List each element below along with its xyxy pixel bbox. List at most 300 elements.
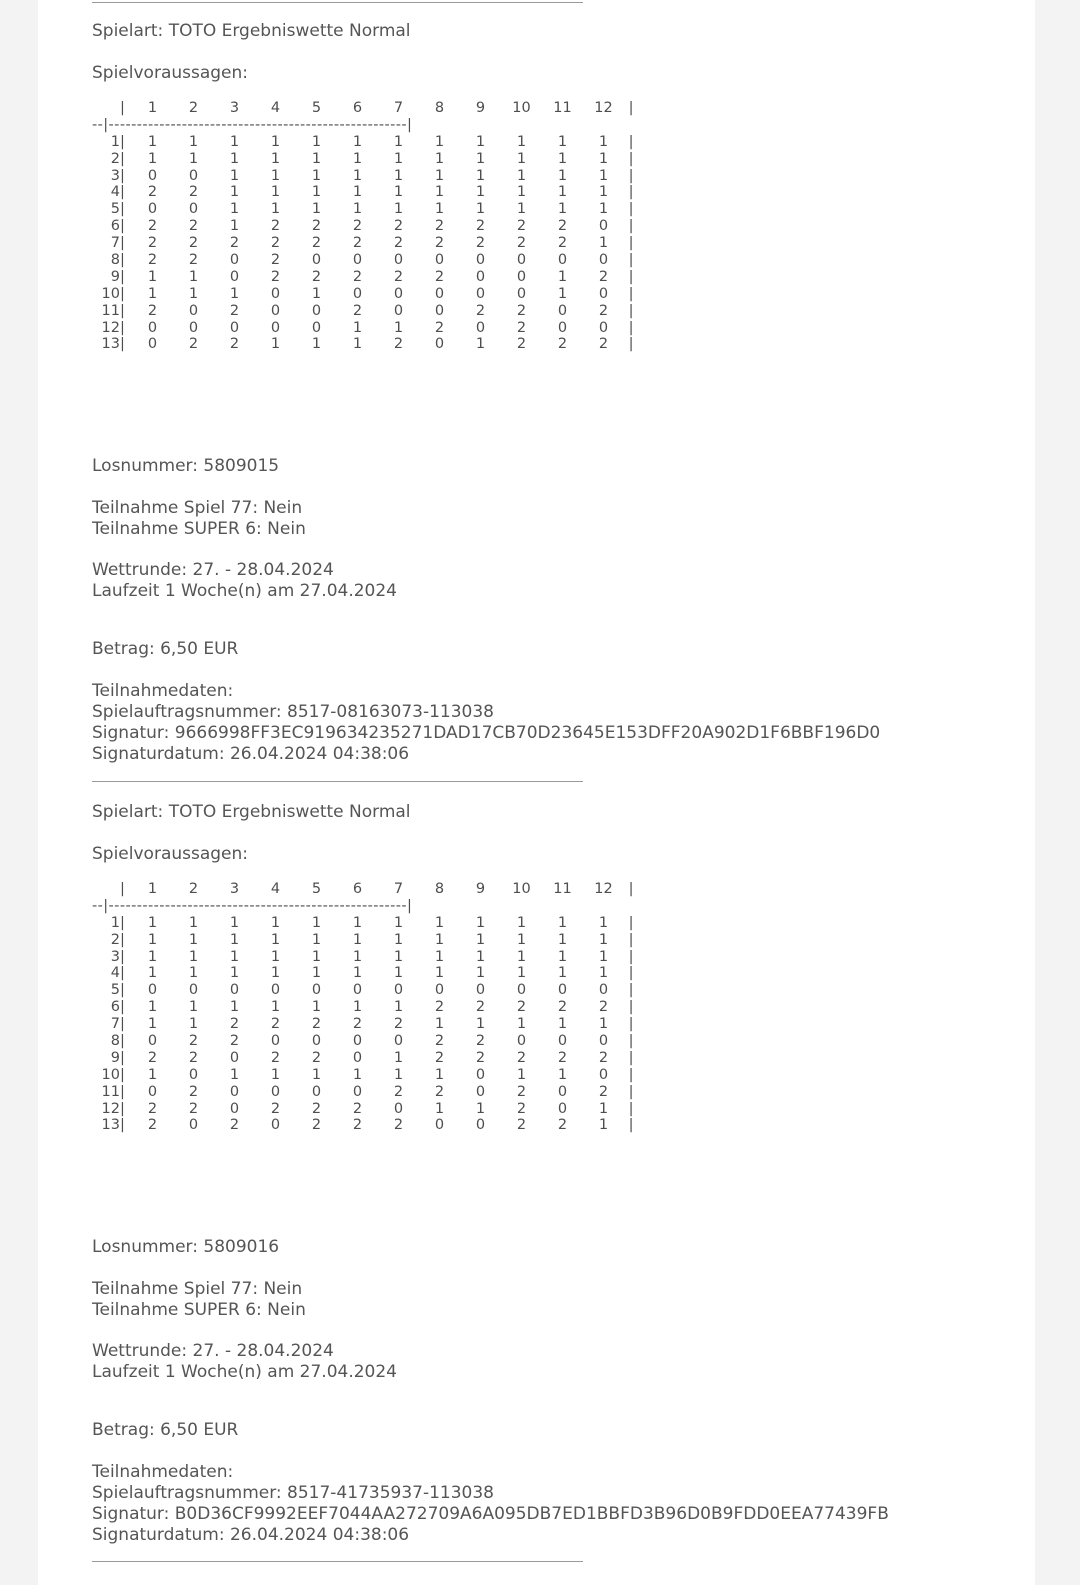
prediction-cell: 0 <box>311 982 322 999</box>
prediction-cell: 0 <box>229 268 240 285</box>
prediction-cell: 0 <box>516 268 527 285</box>
prediction-cell: 1 <box>352 184 363 201</box>
prediction-cell: 1 <box>188 965 199 982</box>
prediction-cell: 0 <box>475 982 486 999</box>
table-row: 11| 0 2 0 0 0 0 2 2 0 2 0 2 | <box>92 1084 636 1101</box>
prediction-cell: 2 <box>516 319 527 336</box>
prediction-cell: 2 <box>557 999 568 1016</box>
betrag-1: Betrag: 6,50 EUR <box>92 639 239 659</box>
prediction-table-2 <box>92 881 636 1134</box>
prediction-cell: 0 <box>598 982 609 999</box>
auftragsnummer-1: Spielauftragsnummer: 8517-08163073-113038 <box>92 702 494 722</box>
prediction-cell: 1 <box>311 150 322 167</box>
spiel77-2: Teilnahme Spiel 77: Nein <box>92 1279 303 1299</box>
row-number: 7 <box>110 235 120 252</box>
prediction-cell: 0 <box>598 1033 609 1050</box>
prediction-cell: 1 <box>229 167 240 184</box>
prediction-cell: 1 <box>188 285 199 302</box>
prediction-cell: 1 <box>598 167 609 184</box>
prediction-cell: 2 <box>393 235 404 252</box>
prediction-cell: 0 <box>352 252 363 269</box>
table-row: 12| 0 0 0 0 0 1 1 2 0 2 0 0 | <box>92 320 636 337</box>
prediction-cell: 1 <box>598 948 609 965</box>
separator <box>92 1561 583 1562</box>
prediction-cell: 0 <box>147 201 158 218</box>
prediction-cell: 0 <box>270 319 281 336</box>
prediction-cell: 2 <box>352 218 363 235</box>
prediction-cell: 2 <box>475 1049 486 1066</box>
prediction-cell: 2 <box>393 336 404 353</box>
prediction-cell: 1 <box>475 133 486 150</box>
prediction-cell: 2 <box>311 1016 322 1033</box>
prediction-cell: 1 <box>270 336 281 353</box>
prediction-cell: 1 <box>188 999 199 1016</box>
prediction-cell: 2 <box>434 999 445 1016</box>
prediction-cell: 1 <box>352 965 363 982</box>
prediction-cell: 1 <box>557 931 568 948</box>
prediction-cell: 2 <box>557 1049 568 1066</box>
prediction-cell: 0 <box>229 1083 240 1100</box>
prediction-cell: 1 <box>557 914 568 931</box>
table-header-row: | 1 2 3 4 5 6 7 8 9 10 11 12 | <box>120 881 634 897</box>
prediction-cell: 0 <box>475 268 486 285</box>
prediction-cell: 1 <box>311 1066 322 1083</box>
prediction-cell: 0 <box>270 1033 281 1050</box>
spiel77-1: Teilnahme Spiel 77: Nein <box>92 498 303 518</box>
prediction-cell: 0 <box>475 1066 486 1083</box>
prediction-cell: 1 <box>598 914 609 931</box>
prediction-cell: 1 <box>393 167 404 184</box>
prediction-cell: 1 <box>311 965 322 982</box>
prediction-cell: 1 <box>393 150 404 167</box>
row-number: 11 <box>101 1083 120 1100</box>
prediction-cell: 1 <box>475 184 486 201</box>
auftragsnummer-2: Spielauftragsnummer: 8517-41735937-113038 <box>92 1483 494 1503</box>
prediction-cell: 2 <box>557 235 568 252</box>
prediction-cell: 1 <box>598 133 609 150</box>
table-row: 2| 1 1 1 1 1 1 1 1 1 1 1 1 | <box>92 151 636 168</box>
row-number: 6 <box>110 218 120 235</box>
prediction-cell: 1 <box>598 184 609 201</box>
table-row: 7| 1 1 2 2 2 2 2 1 1 1 1 1 | <box>92 1016 636 1033</box>
prediction-cell: 2 <box>352 1016 363 1033</box>
prediction-cell: 0 <box>516 1033 527 1050</box>
prediction-cell: 1 <box>434 1016 445 1033</box>
prediction-cell: 2 <box>352 302 363 319</box>
table-row: 8| 0 2 2 0 0 0 0 2 2 0 0 0 | <box>92 1033 636 1050</box>
prediction-cell: 1 <box>229 150 240 167</box>
prediction-cell: 2 <box>557 218 568 235</box>
prediction-cell: 2 <box>270 1016 281 1033</box>
prediction-cell: 1 <box>352 201 363 218</box>
table-row: 13| 0 2 2 1 1 1 2 0 1 2 2 2 | <box>92 336 636 353</box>
prediction-cell: 0 <box>393 302 404 319</box>
table-row: 5| 0 0 1 1 1 1 1 1 1 1 1 1 | <box>92 201 636 218</box>
row-number: 2 <box>110 931 120 948</box>
row-number: 10 <box>101 285 120 302</box>
row-number: 13 <box>101 1117 120 1134</box>
prediction-cell: 2 <box>393 218 404 235</box>
prediction-cell: 2 <box>311 268 322 285</box>
prediction-cell: 1 <box>270 133 281 150</box>
prediction-cell: 2 <box>188 1049 199 1066</box>
table-divider-row: --|-----------------------------------------------------| <box>92 897 413 914</box>
signaturdatum-1: Signaturdatum: 26.04.2024 04:38:06 <box>92 744 410 764</box>
prediction-cell: 1 <box>311 201 322 218</box>
prediction-cell: 1 <box>311 948 322 965</box>
prediction-cell: 2 <box>147 235 158 252</box>
prediction-cell: 2 <box>229 1016 240 1033</box>
prediction-cell: 1 <box>516 914 527 931</box>
prediction-cell: 1 <box>516 167 527 184</box>
prediction-cell: 2 <box>188 235 199 252</box>
wettrunde-1: Wettrunde: 27. - 28.04.2024 <box>92 560 334 580</box>
prediction-cell: 1 <box>393 914 404 931</box>
prediction-cell: 2 <box>147 302 158 319</box>
prediction-cell: 2 <box>393 1016 404 1033</box>
prediction-cell: 1 <box>188 931 199 948</box>
teilnahmedaten-label-2: Teilnahmedaten: <box>92 1462 234 1482</box>
prediction-cell: 2 <box>229 336 240 353</box>
prediction-cell: 2 <box>516 336 527 353</box>
prediction-cell: 0 <box>434 1117 445 1134</box>
prediction-cell: 0 <box>229 1049 240 1066</box>
prediction-cell: 1 <box>147 133 158 150</box>
row-number: 3 <box>110 167 120 184</box>
prediction-cell: 1 <box>229 999 240 1016</box>
prediction-cell: 0 <box>188 1117 199 1134</box>
prediction-cell: 2 <box>147 1100 158 1117</box>
prediction-cell: 2 <box>598 268 609 285</box>
prediction-cell: 1 <box>557 1016 568 1033</box>
prediction-cell: 2 <box>188 1083 199 1100</box>
prediction-cell: 0 <box>270 1083 281 1100</box>
separator <box>92 2 583 3</box>
prediction-cell: 2 <box>270 218 281 235</box>
prediction-cell: 1 <box>475 914 486 931</box>
prediction-cell: 1 <box>475 150 486 167</box>
table-row: 10| 1 0 1 1 1 1 1 1 0 1 1 0 | <box>92 1067 636 1084</box>
prediction-cell: 0 <box>147 1083 158 1100</box>
prediction-cell: 1 <box>270 999 281 1016</box>
prediction-cell: 2 <box>147 252 158 269</box>
prediction-cell: 1 <box>516 201 527 218</box>
spielart-1: Spielart: TOTO Ergebniswette Normal <box>92 21 411 41</box>
prediction-cell: 0 <box>229 982 240 999</box>
prediction-cell: 1 <box>516 133 527 150</box>
table-rows <box>92 915 636 1135</box>
prediction-cell: 1 <box>311 914 322 931</box>
prediction-cell: 0 <box>516 982 527 999</box>
prediction-cell: 2 <box>270 1049 281 1066</box>
prediction-cell: 0 <box>393 252 404 269</box>
prediction-cell: 1 <box>475 167 486 184</box>
prediction-cell: 0 <box>352 285 363 302</box>
prediction-cell: 0 <box>393 285 404 302</box>
prediction-cell: 1 <box>516 931 527 948</box>
prediction-cell: 0 <box>270 1117 281 1134</box>
table-row: 6| 1 1 1 1 1 1 1 2 2 2 2 2 | <box>92 999 636 1016</box>
row-number: 12 <box>101 1100 120 1117</box>
prediction-cell: 1 <box>557 268 568 285</box>
row-number: 3 <box>110 948 120 965</box>
prediction-cell: 1 <box>598 1117 609 1134</box>
prediction-cell: 1 <box>311 167 322 184</box>
prediction-cell: 1 <box>188 150 199 167</box>
prediction-cell: 1 <box>147 948 158 965</box>
table-row: 5| 0 0 0 0 0 0 0 0 0 0 0 0 | <box>92 982 636 999</box>
prediction-cell: 0 <box>557 982 568 999</box>
prediction-cell: 1 <box>393 184 404 201</box>
prediction-cell: 0 <box>229 252 240 269</box>
prediction-cell: 0 <box>598 252 609 269</box>
prediction-cell: 1 <box>475 931 486 948</box>
prediction-cell: 0 <box>147 167 158 184</box>
prediction-cell: 1 <box>516 1066 527 1083</box>
prediction-cell: 0 <box>434 252 445 269</box>
betrag-2: Betrag: 6,50 EUR <box>92 1420 239 1440</box>
prediction-cell: 2 <box>270 1100 281 1117</box>
prediction-cell: 1 <box>270 167 281 184</box>
prediction-cell: 1 <box>475 965 486 982</box>
prediction-cell: 2 <box>188 1100 199 1117</box>
row-number: 4 <box>110 965 120 982</box>
prediction-cell: 1 <box>311 133 322 150</box>
prediction-cell: 0 <box>598 319 609 336</box>
table-row: 9| 1 1 0 2 2 2 2 2 0 0 1 2 | <box>92 269 636 286</box>
prediction-cell: 2 <box>229 235 240 252</box>
prediction-cell: 1 <box>229 133 240 150</box>
prediction-cell: 2 <box>229 1033 240 1050</box>
prediction-cell: 2 <box>516 235 527 252</box>
prediction-cell: 1 <box>475 1016 486 1033</box>
prediction-cell: 1 <box>475 1100 486 1117</box>
prediction-cell: 1 <box>229 184 240 201</box>
prediction-cell: 2 <box>598 999 609 1016</box>
prediction-cell: 0 <box>188 167 199 184</box>
prediction-cell: 1 <box>557 150 568 167</box>
prediction-cell: 2 <box>598 336 609 353</box>
prediction-cell: 1 <box>311 931 322 948</box>
prediction-cell: 1 <box>229 1066 240 1083</box>
prediction-cell: 0 <box>188 302 199 319</box>
prediction-cell: 1 <box>188 948 199 965</box>
table-header-row: | 1 2 3 4 5 6 7 8 9 10 11 12 | <box>120 100 634 116</box>
prediction-cell: 1 <box>557 167 568 184</box>
table-row: 1| 1 1 1 1 1 1 1 1 1 1 1 1 | <box>92 134 636 151</box>
prediction-cell: 0 <box>147 319 158 336</box>
prediction-cell: 0 <box>393 1100 404 1117</box>
prediction-cell: 2 <box>475 1033 486 1050</box>
prediction-cell: 0 <box>311 1083 322 1100</box>
prediction-cell: 2 <box>147 218 158 235</box>
prediction-cell: 1 <box>270 931 281 948</box>
row-number: 8 <box>110 252 120 269</box>
prediction-cell: 0 <box>147 982 158 999</box>
prediction-cell: 1 <box>434 948 445 965</box>
prediction-cell: 2 <box>434 235 445 252</box>
prediction-cell: 2 <box>434 218 445 235</box>
prediction-cell: 0 <box>434 982 445 999</box>
prediction-cell: 0 <box>229 1100 240 1117</box>
prediction-cell: 2 <box>475 218 486 235</box>
prediction-cell: 0 <box>352 1033 363 1050</box>
prediction-cell: 2 <box>311 218 322 235</box>
prediction-cell: 1 <box>147 150 158 167</box>
teilnahmedaten-label-1: Teilnahmedaten: <box>92 681 234 701</box>
prediction-cell: 1 <box>475 336 486 353</box>
prediction-cell: 0 <box>270 982 281 999</box>
table-row: 7| 2 2 2 2 2 2 2 2 2 2 2 1 | <box>92 235 636 252</box>
prediction-cell: 1 <box>475 948 486 965</box>
prediction-cell: 1 <box>557 201 568 218</box>
prediction-cell: 1 <box>434 1100 445 1117</box>
prediction-cell: 1 <box>147 1016 158 1033</box>
prediction-cell: 1 <box>229 948 240 965</box>
table-row: 11| 2 0 2 0 0 2 0 0 2 2 0 2 | <box>92 303 636 320</box>
prediction-cell: 2 <box>311 235 322 252</box>
prediction-cell: 1 <box>147 285 158 302</box>
prediction-cell: 1 <box>270 184 281 201</box>
row-number: 11 <box>101 302 120 319</box>
prediction-cell: 1 <box>311 999 322 1016</box>
prediction-cell: 1 <box>311 336 322 353</box>
table-row: 3| 0 0 1 1 1 1 1 1 1 1 1 1 | <box>92 168 636 185</box>
super6-2: Teilnahme SUPER 6: Nein <box>92 1300 306 1320</box>
prediction-cell: 1 <box>434 133 445 150</box>
prediction-cell: 2 <box>434 1083 445 1100</box>
prediction-cell: 1 <box>557 285 568 302</box>
prediction-cell: 1 <box>557 948 568 965</box>
prediction-cell: 2 <box>557 336 568 353</box>
prediction-cell: 2 <box>311 1100 322 1117</box>
prediction-cell: 1 <box>270 948 281 965</box>
prediction-cell: 0 <box>311 302 322 319</box>
prediction-cell: 1 <box>516 965 527 982</box>
prediction-cell: 2 <box>352 268 363 285</box>
prediction-cell: 2 <box>352 1117 363 1134</box>
prediction-cell: 1 <box>270 965 281 982</box>
prediction-cell: 2 <box>147 1117 158 1134</box>
prediction-cell: 1 <box>516 150 527 167</box>
prediction-cell: 0 <box>393 1033 404 1050</box>
signatur-2: Signatur: B0D36CF9992EEF7044AA272709A6A095DB7ED1BBFD3B96D0B9FDD0EEA77439FB <box>92 1504 889 1524</box>
prediction-cell: 2 <box>393 1117 404 1134</box>
prediction-cell: 0 <box>557 1083 568 1100</box>
prediction-cell: 2 <box>229 302 240 319</box>
prediction-cell: 1 <box>229 931 240 948</box>
prediction-cell: 1 <box>270 914 281 931</box>
row-number: 4 <box>110 184 120 201</box>
prediction-table-1 <box>92 100 636 353</box>
prediction-cell: 1 <box>229 218 240 235</box>
prediction-cell: 2 <box>311 1117 322 1134</box>
prediction-cell: 0 <box>516 252 527 269</box>
prediction-cell: 0 <box>475 285 486 302</box>
prediction-cell: 2 <box>598 1083 609 1100</box>
prediction-cell: 1 <box>516 184 527 201</box>
prediction-cell: 1 <box>352 319 363 336</box>
row-number: 2 <box>110 150 120 167</box>
prediction-cell: 0 <box>516 285 527 302</box>
row-number: 7 <box>110 1016 120 1033</box>
table-row: 8| 2 2 0 2 0 0 0 0 0 0 0 0 | <box>92 252 636 269</box>
prediction-cell: 1 <box>393 201 404 218</box>
prediction-cell: 2 <box>598 1049 609 1066</box>
prediction-cell: 1 <box>434 167 445 184</box>
table-row: 4| 2 2 1 1 1 1 1 1 1 1 1 1 | <box>92 184 636 201</box>
spielart-2: Spielart: TOTO Ergebniswette Normal <box>92 802 411 822</box>
table-row: 3| 1 1 1 1 1 1 1 1 1 1 1 1 | <box>92 949 636 966</box>
prediction-cell: 2 <box>188 1033 199 1050</box>
prediction-cell: 0 <box>598 218 609 235</box>
prediction-cell: 0 <box>475 1083 486 1100</box>
prediction-cell: 1 <box>393 965 404 982</box>
prediction-cell: 0 <box>557 1033 568 1050</box>
prediction-cell: 0 <box>557 1100 568 1117</box>
prediction-cell: 1 <box>516 948 527 965</box>
prediction-cell: 1 <box>352 150 363 167</box>
prediction-cell: 2 <box>434 1049 445 1066</box>
prediction-cell: 1 <box>393 999 404 1016</box>
prediction-cell: 2 <box>475 302 486 319</box>
prediction-cell: 2 <box>598 302 609 319</box>
prediction-cell: 1 <box>598 1100 609 1117</box>
prediction-cell: 2 <box>434 1033 445 1050</box>
prediction-cell: 1 <box>393 1066 404 1083</box>
row-number: 9 <box>110 1049 120 1066</box>
prediction-cell: 1 <box>393 931 404 948</box>
prediction-cell: 1 <box>229 965 240 982</box>
prediction-cell: 0 <box>598 1066 609 1083</box>
prediction-cell: 1 <box>516 1016 527 1033</box>
prediction-cell: 0 <box>188 982 199 999</box>
prediction-cell: 2 <box>188 184 199 201</box>
prediction-cell: 1 <box>598 150 609 167</box>
prediction-cell: 1 <box>352 999 363 1016</box>
table-row: 1| 1 1 1 1 1 1 1 1 1 1 1 1 | <box>92 915 636 932</box>
prediction-cell: 2 <box>270 252 281 269</box>
row-number: 12 <box>101 319 120 336</box>
prediction-cell: 0 <box>434 285 445 302</box>
prediction-cell: 2 <box>475 235 486 252</box>
row-number: 1 <box>110 133 120 150</box>
prediction-cell: 2 <box>270 235 281 252</box>
prediction-cell: 0 <box>147 1033 158 1050</box>
prediction-cell: 2 <box>352 235 363 252</box>
prediction-cell: 1 <box>270 1066 281 1083</box>
losnummer-2: Losnummer: 5809016 <box>92 1237 280 1257</box>
spielvoraussagen-label-1: Spielvoraussagen: <box>92 63 249 83</box>
prediction-cell: 1 <box>557 1066 568 1083</box>
prediction-cell: 1 <box>188 133 199 150</box>
prediction-cell: 2 <box>475 999 486 1016</box>
prediction-cell: 2 <box>516 218 527 235</box>
prediction-cell: 2 <box>229 1117 240 1134</box>
prediction-cell: 0 <box>598 285 609 302</box>
prediction-cell: 1 <box>393 948 404 965</box>
prediction-cell: 1 <box>147 931 158 948</box>
prediction-cell: 0 <box>188 1066 199 1083</box>
prediction-cell: 1 <box>434 914 445 931</box>
prediction-cell: 1 <box>352 336 363 353</box>
prediction-cell: 2 <box>516 1117 527 1134</box>
prediction-cell: 1 <box>352 931 363 948</box>
prediction-cell: 0 <box>434 336 445 353</box>
prediction-cell: 2 <box>188 218 199 235</box>
prediction-cell: 1 <box>147 999 158 1016</box>
prediction-cell: 1 <box>393 133 404 150</box>
